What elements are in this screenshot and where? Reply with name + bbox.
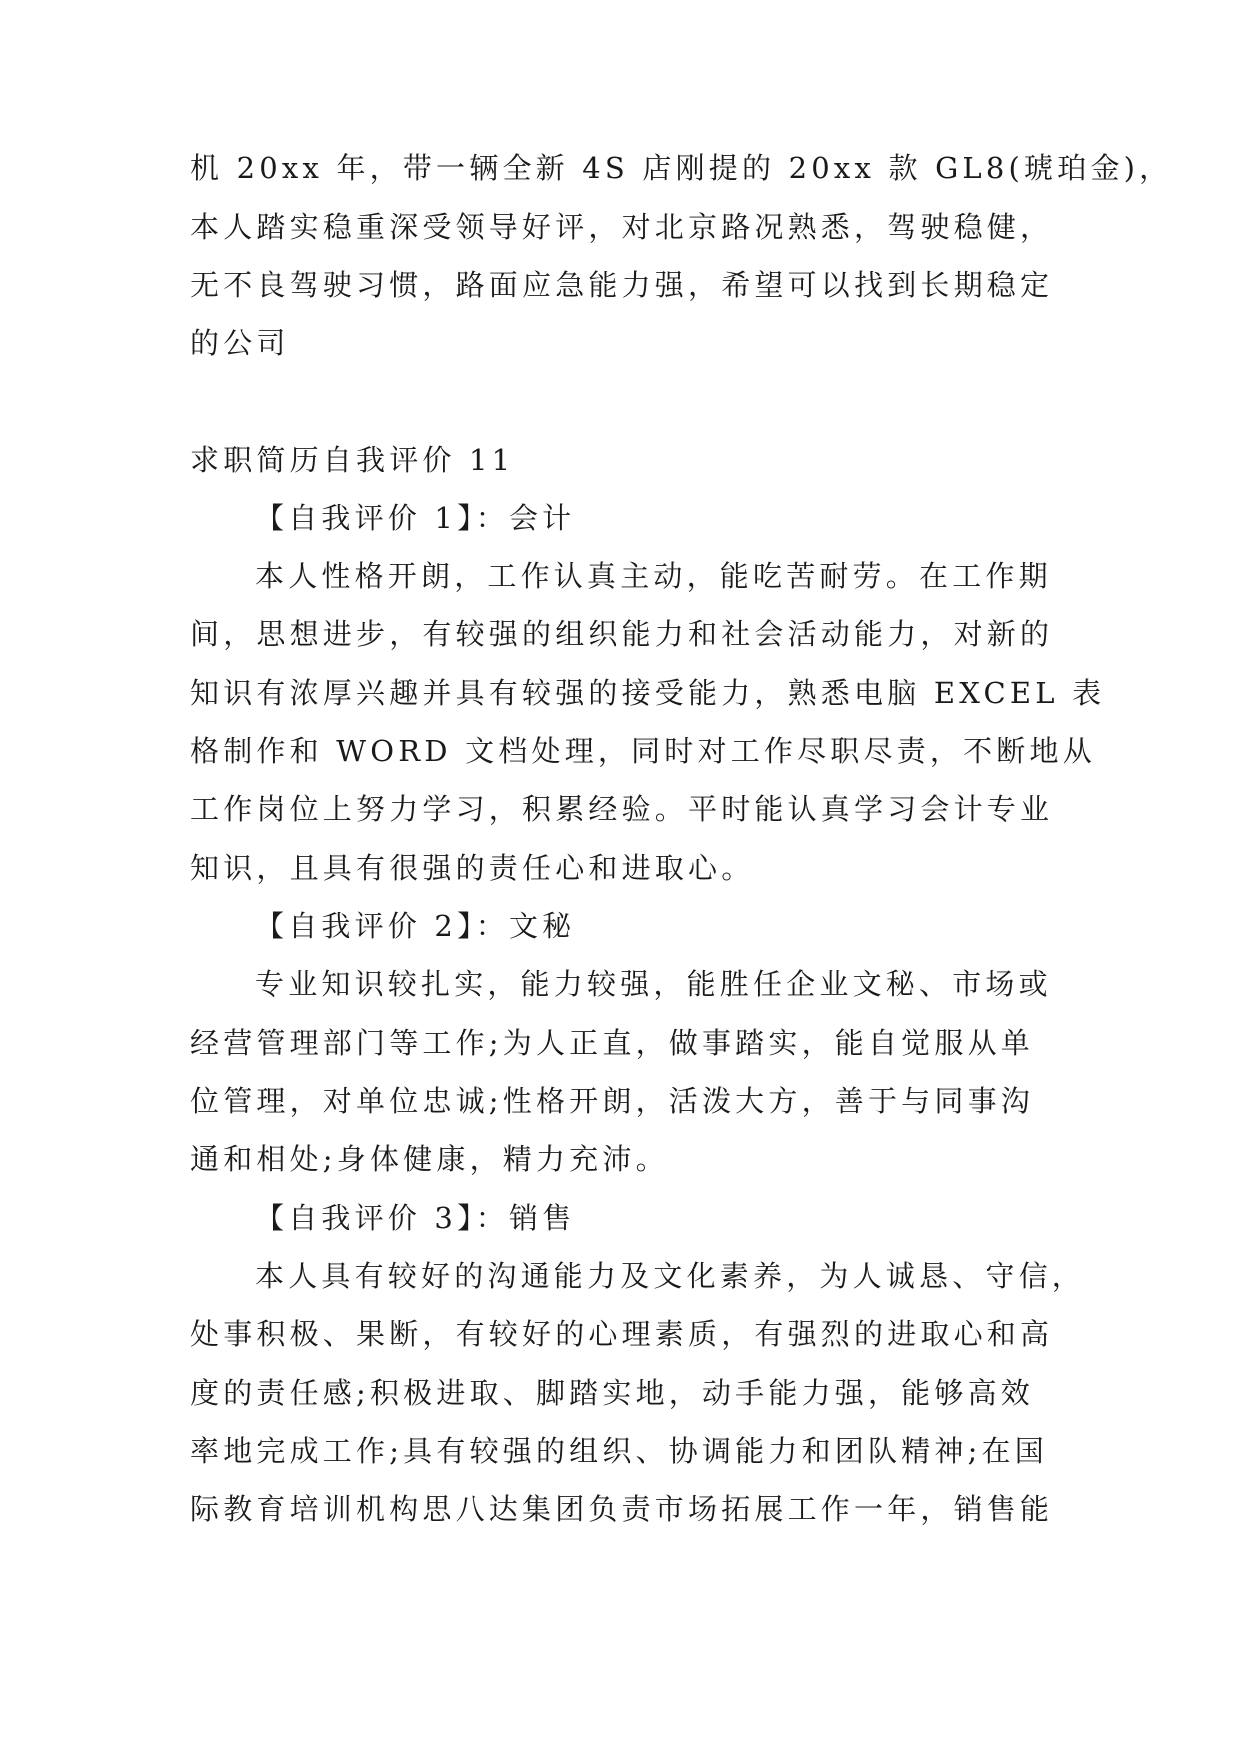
eval2-paragraph-line: 位管理，对单位忠诚;性格开朗，活泼大方，善于与同事沟 [190, 1084, 1034, 1118]
eval1-paragraph-line: 知识有浓厚兴趣并具有较强的接受能力，熟悉电脑 EXCEL 表 [190, 676, 1106, 710]
eval1-paragraph-line: 间，思想进步，有较强的组织能力和社会活动能力，对新的 [190, 617, 1054, 651]
eval3-paragraph-line: 率地完成工作;具有较强的组织、协调能力和团队精神;在国 [190, 1434, 1048, 1468]
intro-line: 机 20xx 年，带一辆全新 4S 店刚提的 20xx 款 GL8(琥珀金)， [190, 151, 1173, 185]
eval2-heading: 【自我评价 2】：文秘 [255, 909, 576, 943]
eval1-paragraph-line: 知识，且具有很强的责任心和进取心。 [190, 851, 755, 885]
eval2-paragraph-line: 专业知识较扎实，能力较强，能胜任企业文秘、市场或 [255, 967, 1052, 1001]
eval2-paragraph-line: 经营管理部门等工作;为人正直，做事踏实，能自觉服从单 [190, 1026, 1034, 1060]
eval3-heading: 【自我评价 3】：销售 [255, 1201, 576, 1235]
eval3-paragraph-line: 处事积极、果断，有较好的心理素质，有强烈的进取心和高 [190, 1317, 1054, 1351]
section-title: 求职简历自我评价 11 [190, 443, 515, 477]
eval3-paragraph-line: 度的责任感;积极进取、脚踏实地，动手能力强，能够高效 [190, 1376, 1034, 1410]
intro-line: 无不良驾驶习惯，路面应急能力强，希望可以找到长期稳定 [190, 268, 1054, 302]
eval1-paragraph-line: 格制作和 WORD 文档处理，同时对工作尽职尽责，不断地从 [190, 734, 1096, 768]
eval1-paragraph-line: 工作岗位上努力学习，积累经验。平时能认真学习会计专业 [190, 792, 1054, 826]
eval1-heading: 【自我评价 1】：会计 [255, 501, 576, 535]
eval2-paragraph-line: 通和相处;身体健康，精力充沛。 [190, 1142, 669, 1176]
intro-line: 本人踏实稳重深受领导好评，对北京路况熟悉，驾驶稳健， [190, 210, 1054, 244]
eval3-paragraph-line: 际教育培训机构思八达集团负责市场拓展工作一年，销售能 [190, 1492, 1054, 1526]
eval1-paragraph-line: 本人性格开朗，工作认真主动，能吃苦耐劳。在工作期 [255, 559, 1052, 593]
eval3-paragraph-line: 本人具有较好的沟通能力及文化素养，为人诚恳、守信， [255, 1259, 1086, 1293]
intro-line: 的公司 [190, 326, 290, 360]
